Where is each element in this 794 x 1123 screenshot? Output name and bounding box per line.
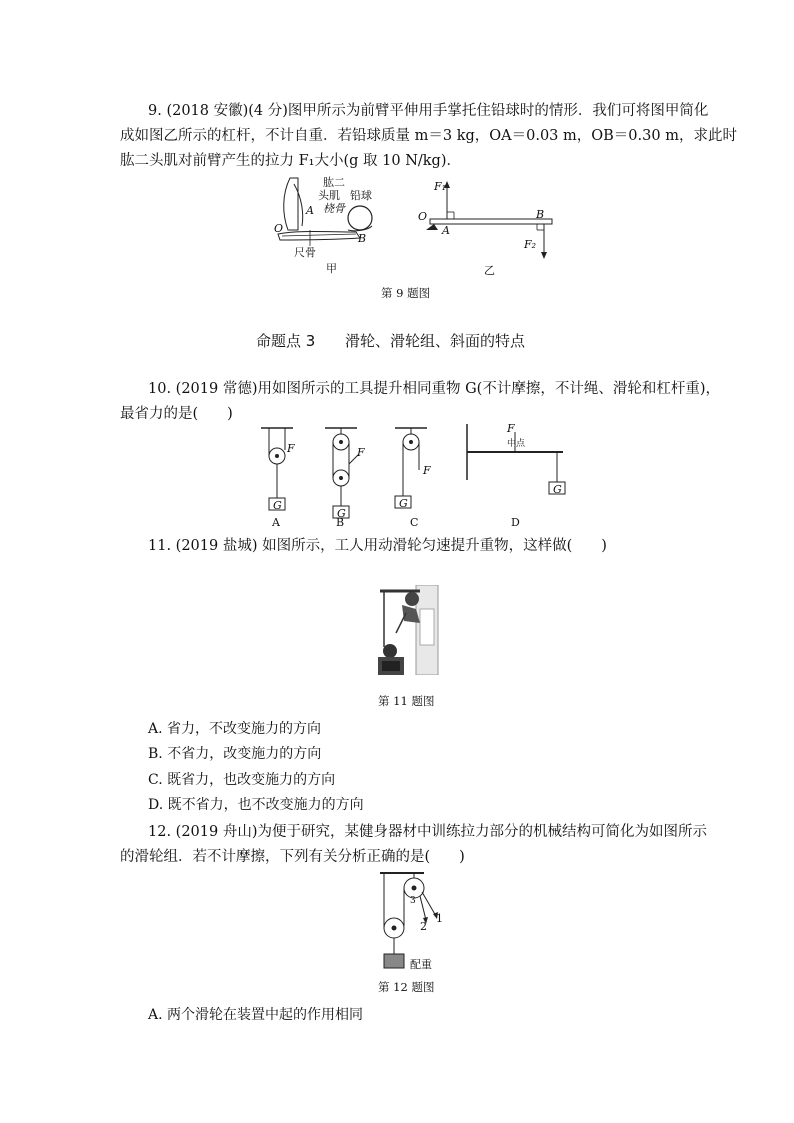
label-B-yi: B [536,208,545,221]
figure-9-caption: 第 9 题图 [381,286,431,300]
q10-label-C: C [410,516,419,529]
label-F2: F₂ [524,238,537,251]
label-A: A [306,204,314,217]
q10-A-force: F [287,442,295,455]
figure-jia-name: 甲 [326,262,337,275]
q10-B-force: F [357,446,365,459]
label-biceps-2: 头肌 [318,189,340,202]
q12-line-2: 的滑轮组．若不计摩擦，下列有关分析正确的是( ) [120,849,465,865]
worker-pulley-photo [376,585,440,675]
figure-9-yi [416,178,566,277]
q10-C-weight: G [399,497,408,510]
label-O-yi: O [418,210,428,223]
figure-10 [255,424,575,530]
q12-pulley-3: 3 [410,896,416,906]
section-title: 滑轮、滑轮组、斜面的特点 [345,332,526,350]
label-biceps: 肱二 [323,176,345,189]
label-ulna: 尺骨 [294,246,316,259]
q12-line-1: 12. (2019 舟山)为便于研究，某健身器材中训练拉力部分的机械结构可简化为如图所示 [148,824,707,840]
q10-line-2: 最省力的是( ) [120,406,233,422]
q10-B-weight: G [337,507,346,520]
q10-label-B: B [336,516,345,529]
figure-11-photo [376,585,440,675]
q10-D-weight: G [553,483,562,496]
label-F1: F₁ [434,180,447,193]
figure-yi-name: 乙 [484,264,495,277]
label-A-yi: A [442,224,450,237]
figure-9-jia [268,174,388,274]
label-ball: 铅球 [350,189,372,202]
label-O: O [274,222,284,235]
q10-D-midpoint: 中点 [507,439,526,449]
q12-force-2: 2 [420,920,427,933]
label-radius: 桡骨 [323,202,345,215]
figure-11-caption: 第 11 题图 [378,694,435,708]
figure-12-caption: 第 12 题图 [378,980,435,994]
q11-option-d[interactable]: D. 既不省力，也不改变施力的方向 [148,797,364,813]
q12-counterweight: 配重 [410,958,432,971]
q10-A-weight: G [273,499,282,512]
q12-force-1: 1 [436,912,443,925]
pulley-options-drawing [255,424,575,530]
figure-12 [378,870,468,972]
q11-option-c[interactable]: C. 既省力，也改变施力的方向 [148,772,336,788]
q11-option-b[interactable]: B. 不省力，改变施力的方向 [148,746,322,762]
q10-label-D: D [511,516,520,529]
q10-C-force: F [423,464,431,477]
q9-line-2: 成如图乙所示的杠杆，不计自重．若铅球质量 m＝3 kg，OA＝0.03 m，OB＝0.30 m，求此时 [120,128,737,144]
q11-line-1: 11. (2019 盐城) 如图所示，工人用动滑轮匀速提升重物，这样做( ) [148,538,607,554]
q9-line-1: 9. (2018 安徽)(4 分)图甲所示为前臂平伸用手掌托住铅球时的情形．我们可将图甲简化 [148,103,709,119]
q9-line-3: 肱二头肌对前臂产生的拉力 F₁大小(g 取 10 N/kg)． [120,153,461,169]
section-label: 命题点 3 [256,332,316,350]
q10-label-A: A [272,516,280,529]
q12-option-a[interactable]: A. 两个滑轮在装置中起的作用相同 [148,1007,364,1023]
q10-line-1: 10. (2019 常德)用如图所示的工具提升相同重物 G(不计摩擦，不计绳、滑轮和杠杆重)， [148,381,720,397]
q11-option-a[interactable]: A. 省力，不改变施力的方向 [148,721,322,737]
q10-D-force: F [507,422,515,435]
label-B: B [358,232,367,245]
